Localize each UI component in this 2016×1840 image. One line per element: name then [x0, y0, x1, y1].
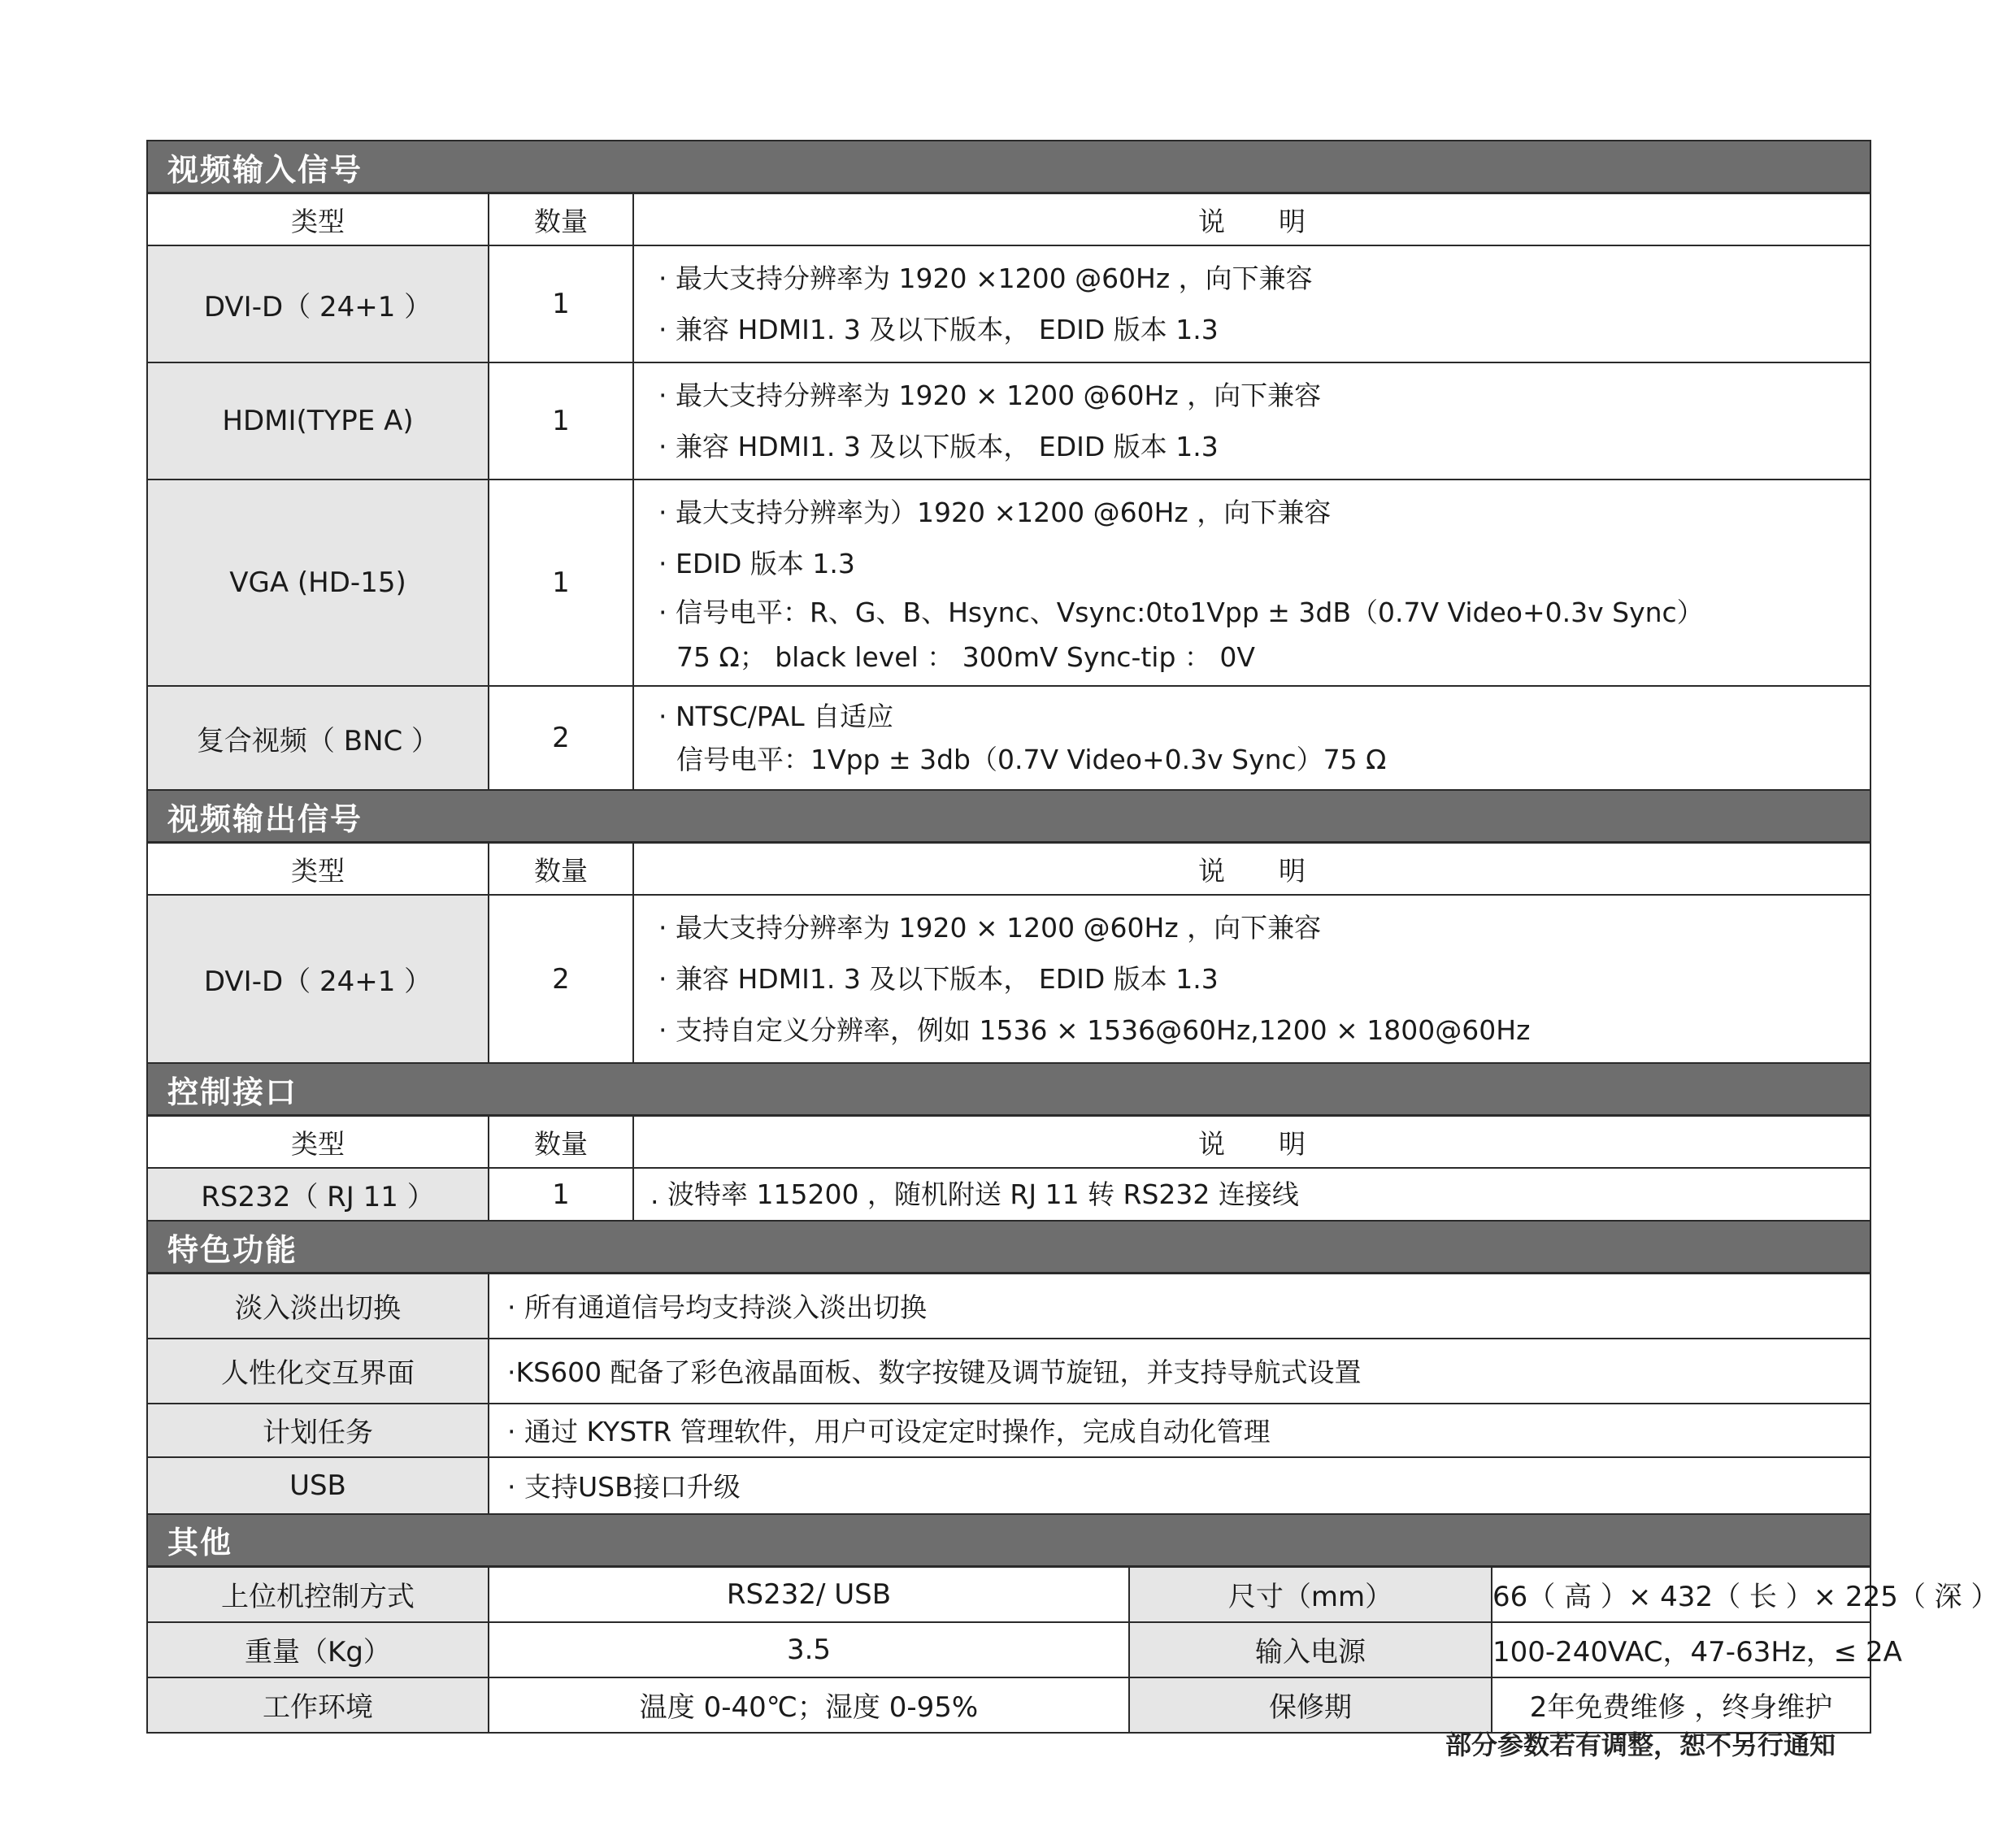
desc-cell: [633, 245, 1870, 362]
header-type: 类型: [147, 1116, 489, 1169]
others-key: 尺寸（mm）: [1129, 1566, 1492, 1622]
type-cell: DVI-D（ 24+1 ）: [147, 895, 489, 1063]
type-cell: DVI-D（ 24+1 ）: [147, 245, 489, 362]
others-value: 66（ 高 ）× 432（ 长 ）× 225（ 深 ）: [1492, 1566, 1870, 1622]
section-title-video-input: 视频输入信号: [147, 141, 1870, 193]
others-key: 上位机控制方式: [147, 1566, 489, 1622]
table-row: [147, 480, 1870, 686]
others-key: 输入电源: [1129, 1622, 1492, 1677]
section-title-features: 特色功能: [147, 1221, 1870, 1274]
desc-line: . 波特率 115200 ，随机附送 RJ 11 转 RS232 连接线: [650, 1178, 1299, 1210]
others-row: [147, 1566, 1870, 1622]
others-row: [147, 1622, 1870, 1677]
type-cell: VGA (HD-15): [147, 480, 489, 686]
feature-name: 计划任务: [147, 1404, 489, 1457]
others-value: 3.5: [489, 1622, 1129, 1677]
table-row: [147, 362, 1870, 480]
desc-line: · 最大支持分辨率为 1920 × 1200 @60Hz ，向下兼容: [658, 380, 1322, 411]
spec-table: [146, 140, 1999, 1734]
feature-desc: · 所有通道信号均支持淡入淡出切换: [489, 1274, 1870, 1339]
others-value: 温度 0-40℃；湿度 0-95%: [489, 1677, 1129, 1733]
feature-desc: ·KS600 配备了彩色液晶面板、数字按键及调节旋钮，并支持导航式设置: [489, 1339, 1870, 1404]
others-value: 100-240VAC，47-63Hz，≤ 2A: [1492, 1622, 1870, 1677]
feature-desc: · 通过 KYSTR 管理软件，用户可设定定时操作，完成自动化管理: [489, 1404, 1870, 1457]
qty-cell: 2: [489, 895, 633, 1063]
desc-cell: [633, 362, 1870, 480]
header-type: 类型: [147, 843, 489, 896]
section-title-video-output: 视频输出信号: [147, 790, 1870, 843]
section-row: [147, 1221, 1870, 1274]
qty-cell: 2: [489, 686, 633, 790]
section-title-control: 控制接口: [147, 1063, 1870, 1116]
header-type: 类型: [147, 193, 489, 246]
desc-line: · 最大支持分辨率为 1920 × 1200 @60Hz ，向下兼容: [658, 912, 1322, 944]
desc-line: · 信号电平：R、G、B、Hsync、Vsync:0to1Vpp ± 3dB（0.7V Video+0.3v Sync）: [658, 597, 1704, 628]
spec-sheet: [146, 140, 1999, 1734]
header-row: [147, 193, 1870, 246]
qty-cell: 1: [489, 1168, 633, 1221]
section-row: [147, 790, 1870, 843]
table-row: [147, 1168, 1870, 1221]
section-row: [147, 1514, 1870, 1567]
feature-desc: · 支持USB接口升级: [489, 1457, 1870, 1514]
header-desc: 说 明: [633, 1116, 1870, 1169]
section-row: [147, 1063, 1870, 1116]
desc-line: · NTSC/PAL 自适应: [658, 701, 894, 732]
type-cell: HDMI(TYPE A): [147, 362, 489, 480]
feature-name: USB: [147, 1457, 489, 1514]
header-qty: 数量: [489, 193, 633, 246]
others-key: 保修期: [1129, 1677, 1492, 1733]
desc-line: · 最大支持分辨率为）1920 ×1200 @60Hz ，向下兼容: [658, 497, 1332, 528]
others-key: 工作环境: [147, 1677, 489, 1733]
feature-row: [147, 1404, 1870, 1457]
others-value: RS232/ USB: [489, 1566, 1129, 1622]
desc-line: · 支持自定义分辨率，例如 1536 × 1536@60Hz,1200 × 1800@60Hz: [658, 1014, 1531, 1046]
desc-cell: [633, 895, 1870, 1063]
feature-row: [147, 1274, 1870, 1339]
section-row: [147, 141, 1870, 193]
header-qty: 数量: [489, 843, 633, 896]
desc-line: · 兼容 HDMI1. 3 及以下版本， EDID 版本 1.3: [658, 963, 1219, 995]
desc-cell: [633, 480, 1870, 686]
header-row: [147, 1116, 1870, 1169]
desc-cell: [633, 1168, 1870, 1221]
others-value: 2年免费维修 ，终身维护: [1492, 1677, 1870, 1733]
type-cell: 复合视频（ BNC ）: [147, 686, 489, 790]
feature-row: [147, 1457, 1870, 1514]
qty-cell: 1: [489, 245, 633, 362]
others-key: 重量（Kg）: [147, 1622, 489, 1677]
table-row: [147, 245, 1870, 362]
table-row: [147, 686, 1870, 790]
desc-line: 75 Ω； black level ： 300mV Sync-tip ： 0V: [676, 641, 1255, 673]
header-desc: 说 明: [633, 193, 1870, 246]
table-row: [147, 895, 1870, 1063]
feature-name: 淡入淡出切换: [147, 1274, 489, 1339]
desc-line: 信号电平：1Vpp ± 3db（0.7V Video+0.3v Sync）75 Ω: [676, 744, 1387, 775]
type-cell: RS232（ RJ 11 ）: [147, 1168, 489, 1221]
header-row: [147, 843, 1870, 896]
desc-line: · 最大支持分辨率为 1920 ×1200 @60Hz ，向下兼容: [658, 263, 1313, 294]
desc-line: · 兼容 HDMI1. 3 及以下版本， EDID 版本 1.3: [658, 314, 1219, 345]
desc-line: · EDID 版本 1.3: [658, 548, 855, 579]
feature-row: [147, 1339, 1870, 1404]
feature-name: 人性化交互界面: [147, 1339, 489, 1404]
section-title-others: 其他: [147, 1514, 1870, 1567]
qty-cell: 1: [489, 362, 633, 480]
footnote: 部分参数若有调整，恕不另行通知: [1445, 1729, 1836, 1760]
qty-cell: 1: [489, 480, 633, 686]
header-desc: 说 明: [633, 843, 1870, 896]
header-qty: 数量: [489, 1116, 633, 1169]
desc-line: · 兼容 HDMI1. 3 及以下版本， EDID 版本 1.3: [658, 431, 1219, 462]
desc-cell: [633, 686, 1870, 790]
